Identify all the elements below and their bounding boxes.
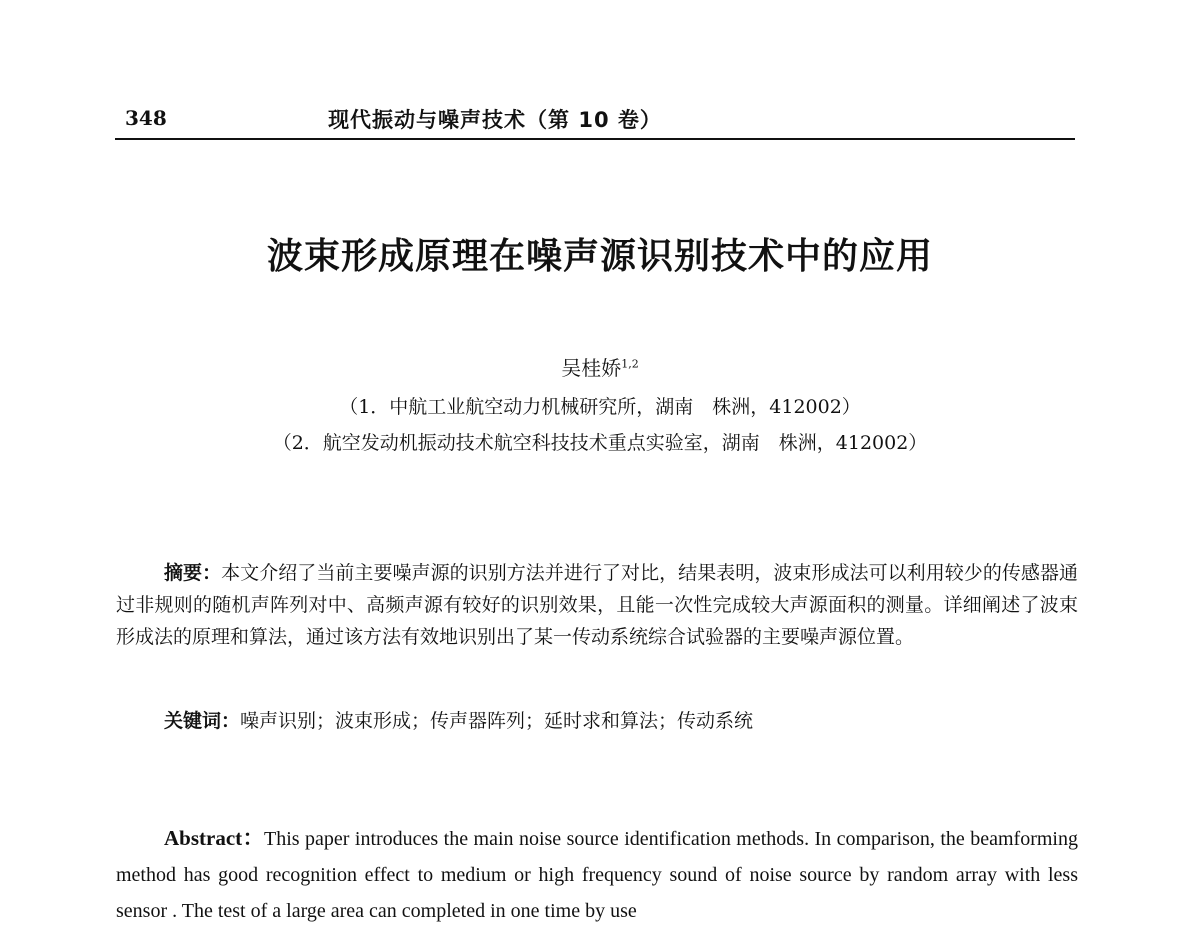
paper-title: 波束形成原理在噪声源识别技术中的应用 xyxy=(266,235,933,277)
author-affiliation-marks: 1,2 xyxy=(621,357,639,371)
abstract-en xyxy=(116,820,1078,929)
page-number: 348 xyxy=(125,106,167,130)
affiliation-2: （2．航空发动机振动技术航空科技技术重点实验室，湖南 株洲，412002） xyxy=(272,432,928,454)
running-header xyxy=(115,104,1075,136)
abstract-en-label: Abstract： xyxy=(164,826,265,850)
affiliation-1: （1．中航工业航空动力机械研究所，湖南 株洲，412002） xyxy=(339,396,861,418)
header-rule xyxy=(115,138,1075,140)
keywords-text: 噪声识别；波束形成；传声器阵列；延时求和算法；传动系统 xyxy=(240,710,754,732)
abstract-cn xyxy=(116,557,1078,653)
abstract-cn-label: 摘要： xyxy=(164,562,222,584)
author-line xyxy=(100,352,1100,381)
abstract-cn-text: 本文介绍了当前主要噪声源的识别方法并进行了对比，结果表明，波束形成法可以利用较少的传感器通过非规则的随机声阵列对中、高频声源有较好的识别效果，且能一次性完成较大声源面积的测量。详细阐述了波束形成法的原理和算法，通过该方法有效地识别出了某一传动系统综合试验器的主要噪声源位置。 xyxy=(116,562,1078,648)
keywords-label: 关键词： xyxy=(164,710,241,732)
keywords xyxy=(164,706,753,733)
author-name: 吴桂娇 xyxy=(561,356,622,380)
journal-title: 现代振动与噪声技术（第 10 卷） xyxy=(328,108,662,132)
abstract-en-text: This paper introduces the main noise source identification methods. In comparison, the beamforming method has good recognition effect to medium or high frequency sound of noise source by random array with less sensor . The test of a large area can completed in one time by use xyxy=(116,828,1078,922)
